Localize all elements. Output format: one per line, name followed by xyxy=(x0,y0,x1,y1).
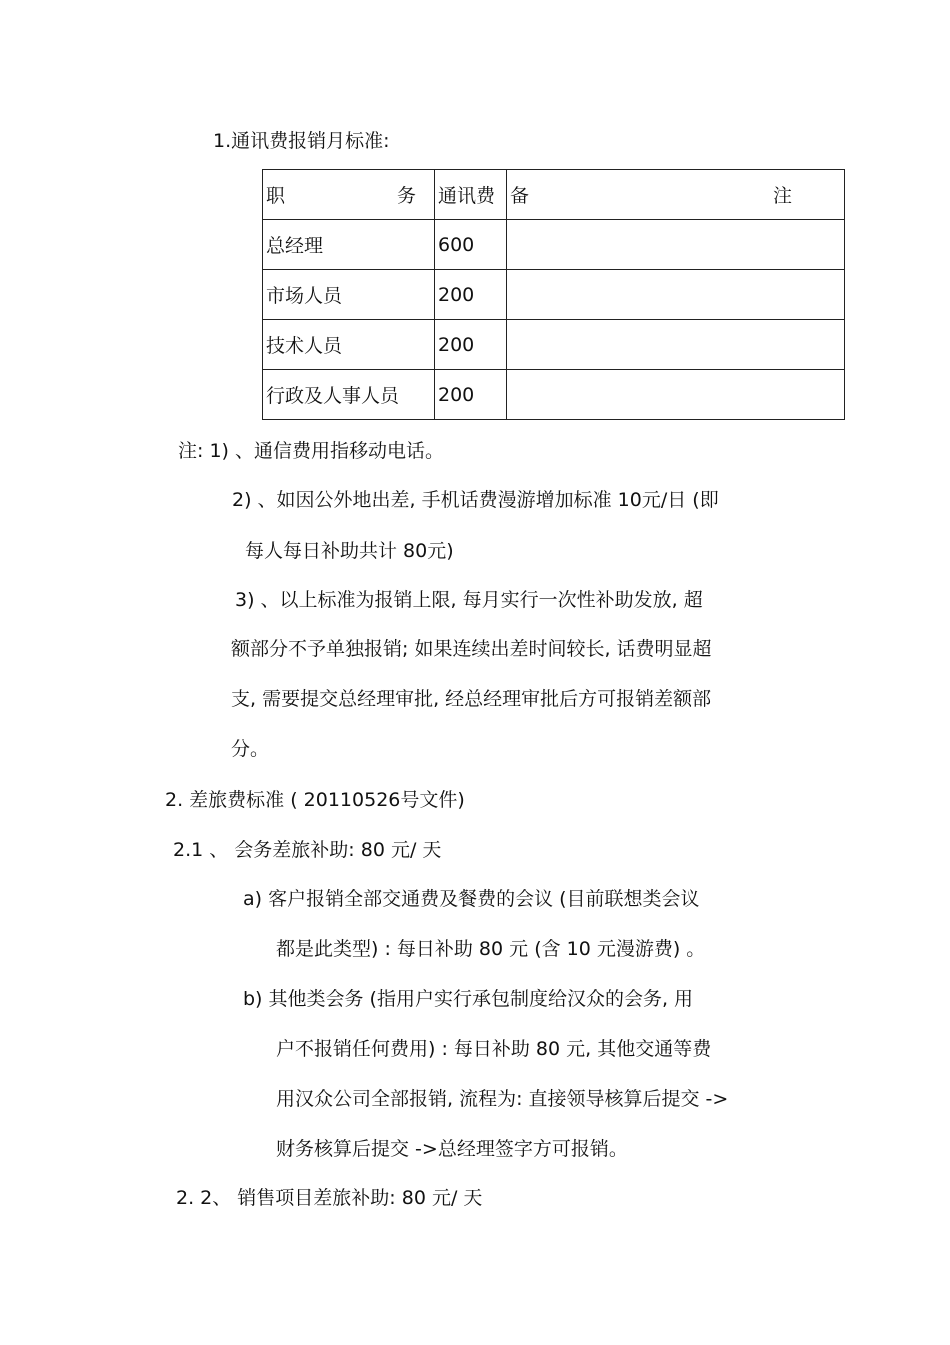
note-3-line3: 支, 需要提交总经理审批, 经总经理审批后方可报销差额部 xyxy=(231,688,712,710)
row-note xyxy=(507,370,845,420)
table-row xyxy=(263,220,845,270)
row-fee: 200 xyxy=(435,320,507,370)
row-position: 总经理 xyxy=(263,220,435,270)
header-position-char1: 职 xyxy=(266,185,286,207)
note-2-line1: 2) 、如因公外地出差, 手机话费漫游增加标准 10元/日 (即 xyxy=(232,489,719,511)
header-note-char1: 备 xyxy=(510,185,530,207)
row-position: 市场人员 xyxy=(263,270,435,320)
table-header-row xyxy=(263,170,845,220)
communication-fee-table xyxy=(262,169,845,420)
row-note xyxy=(507,220,845,270)
note-2-line2: 每人每日补助共计 80元) xyxy=(245,540,454,562)
section1-title: 1.通讯费报销月标准: xyxy=(213,130,390,152)
row-position: 行政及人事人员 xyxy=(263,370,435,420)
header-note xyxy=(507,170,845,220)
row-position: 技术人员 xyxy=(263,320,435,370)
item-b-line4: 财务核算后提交 ->总经理签字方可报销。 xyxy=(276,1138,628,1160)
header-note-char2: 注 xyxy=(772,185,792,207)
item-a-line2: 都是此类型) : 每日补助 80 元 (含 10 元漫游费) 。 xyxy=(276,938,706,960)
header-position xyxy=(263,170,435,220)
item-a-line1: a) 客户报销全部交通费及餐费的会议 (目前联想类会议 xyxy=(243,888,700,910)
row-fee: 200 xyxy=(435,370,507,420)
header-position-char2: 务 xyxy=(396,185,416,207)
section2-2-heading: 2. 2、 销售项目差旅补助: 80 元/ 天 xyxy=(176,1187,483,1209)
table-row xyxy=(263,370,845,420)
note-1: 注: 1) 、通信费用指移动电话。 xyxy=(178,440,444,462)
row-note xyxy=(507,270,845,320)
note-3-line4: 分。 xyxy=(231,738,270,760)
item-b-line2: 户不报销任何费用) : 每日补助 80 元, 其他交通等费 xyxy=(276,1038,712,1060)
item-b-line1: b) 其他类会务 (指用户实行承包制度给汉众的会务, 用 xyxy=(243,988,694,1010)
item-b-line3: 用汉众公司全部报销, 流程为: 直接领导核算后提交 -> xyxy=(276,1088,729,1110)
table-row xyxy=(263,270,845,320)
table-row xyxy=(263,320,845,370)
section2-1-heading: 2.1 、 会务差旅补助: 80 元/ 天 xyxy=(173,839,442,861)
note-3-line1: 3) 、以上标准为报销上限, 每月实行一次性补助发放, 超 xyxy=(235,589,703,611)
row-fee: 600 xyxy=(435,220,507,270)
note-3-line2: 额部分不予单独报销; 如果连续出差时间较长, 话费明显超 xyxy=(231,638,712,660)
section2-title: 2. 差旅费标准 ( 20110526号文件) xyxy=(165,789,465,811)
row-note xyxy=(507,320,845,370)
header-fee: 通讯费 xyxy=(435,170,507,220)
row-fee: 200 xyxy=(435,270,507,320)
